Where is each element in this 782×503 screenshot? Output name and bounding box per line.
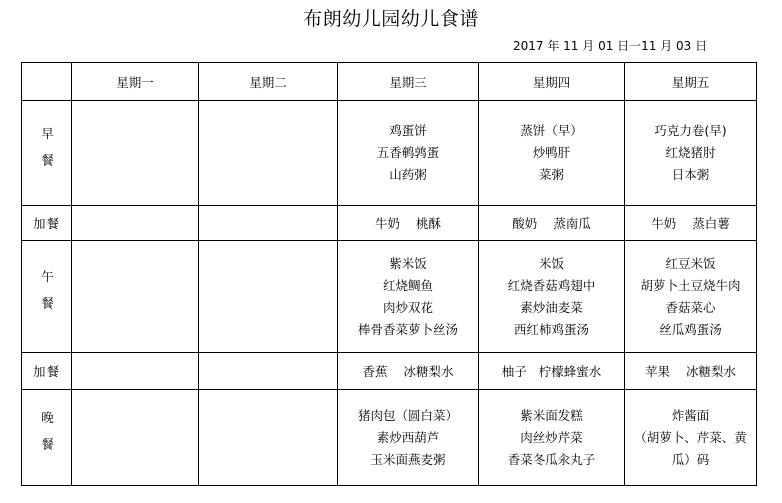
- day-header: 星期三: [338, 63, 479, 101]
- menu-cell: 炸酱面 （胡萝卜、芹菜、黄 瓜）码: [625, 390, 757, 486]
- menu-cell: [199, 206, 338, 241]
- menu-cell: 酸奶 蒸南瓜: [479, 206, 625, 241]
- menu-cell: [72, 206, 199, 241]
- meal-row-breakfast: [22, 101, 757, 206]
- meal-row-snack-pm: [22, 353, 757, 390]
- meal-row-snack-am: [22, 206, 757, 241]
- menu-cell: 牛奶 桃酥: [338, 206, 479, 241]
- menu-cell: 红豆米饭 胡萝卜土豆烧牛肉 香菇菜心 丝瓜鸡蛋汤: [625, 241, 757, 353]
- date-range: 2017 年 11 月 01 日一11 月 03 日: [513, 39, 708, 53]
- meal-label: 晚餐: [22, 390, 72, 486]
- menu-cell: 香蕉 冰糖梨水: [338, 353, 479, 390]
- menu-cell: [199, 241, 338, 353]
- menu-cell: 米饭 红烧香菇鸡翅中 素炒油麦菜 西红柿鸡蛋汤: [479, 241, 625, 353]
- menu-cell: 紫米面发糕 肉丝炒芹菜 香菜冬瓜汆丸子: [479, 390, 625, 486]
- menu-cell: [72, 101, 199, 206]
- menu-cell: 紫米饭 红烧鲷鱼 肉炒双花 棒骨香菜萝卜丝汤: [338, 241, 479, 353]
- day-header: 星期二: [199, 63, 338, 101]
- meal-row-dinner: [22, 390, 757, 486]
- header-row: [22, 63, 757, 101]
- menu-cell: 柚子 柠檬蜂蜜水: [479, 353, 625, 390]
- menu-table: [21, 62, 757, 486]
- meal-label: 午餐: [22, 241, 72, 353]
- menu-cell: 苹果 冰糖梨水: [625, 353, 757, 390]
- menu-cell: 猪肉包（圆白菜） 素炒西葫芦 玉米面燕麦粥: [338, 390, 479, 486]
- meal-label: 加餐: [22, 206, 72, 241]
- menu-cell: 鸡蛋饼 五香鹌鹑蛋 山药粥: [338, 101, 479, 206]
- menu-cell: [199, 101, 338, 206]
- meal-label: 加餐: [22, 353, 72, 390]
- menu-cell: [199, 390, 338, 486]
- menu-cell: [72, 390, 199, 486]
- menu-cell: [72, 353, 199, 390]
- menu-cell: 蒸饼（早） 炒鸭肝 菜粥: [479, 101, 625, 206]
- corner-cell: [22, 63, 72, 101]
- meal-row-lunch: [22, 241, 757, 353]
- day-header: 星期四: [479, 63, 625, 101]
- meal-label: 早餐: [22, 101, 72, 206]
- menu-cell: [199, 353, 338, 390]
- day-header: 星期五: [625, 63, 757, 101]
- menu-cell: 巧克力卷(早) 红烧猪肘 日本粥: [625, 101, 757, 206]
- page-title: 布朗幼儿园幼儿食谱: [303, 8, 479, 30]
- menu-cell: 牛奶 蒸白薯: [625, 206, 757, 241]
- menu-cell: [72, 241, 199, 353]
- day-header: 星期一: [72, 63, 199, 101]
